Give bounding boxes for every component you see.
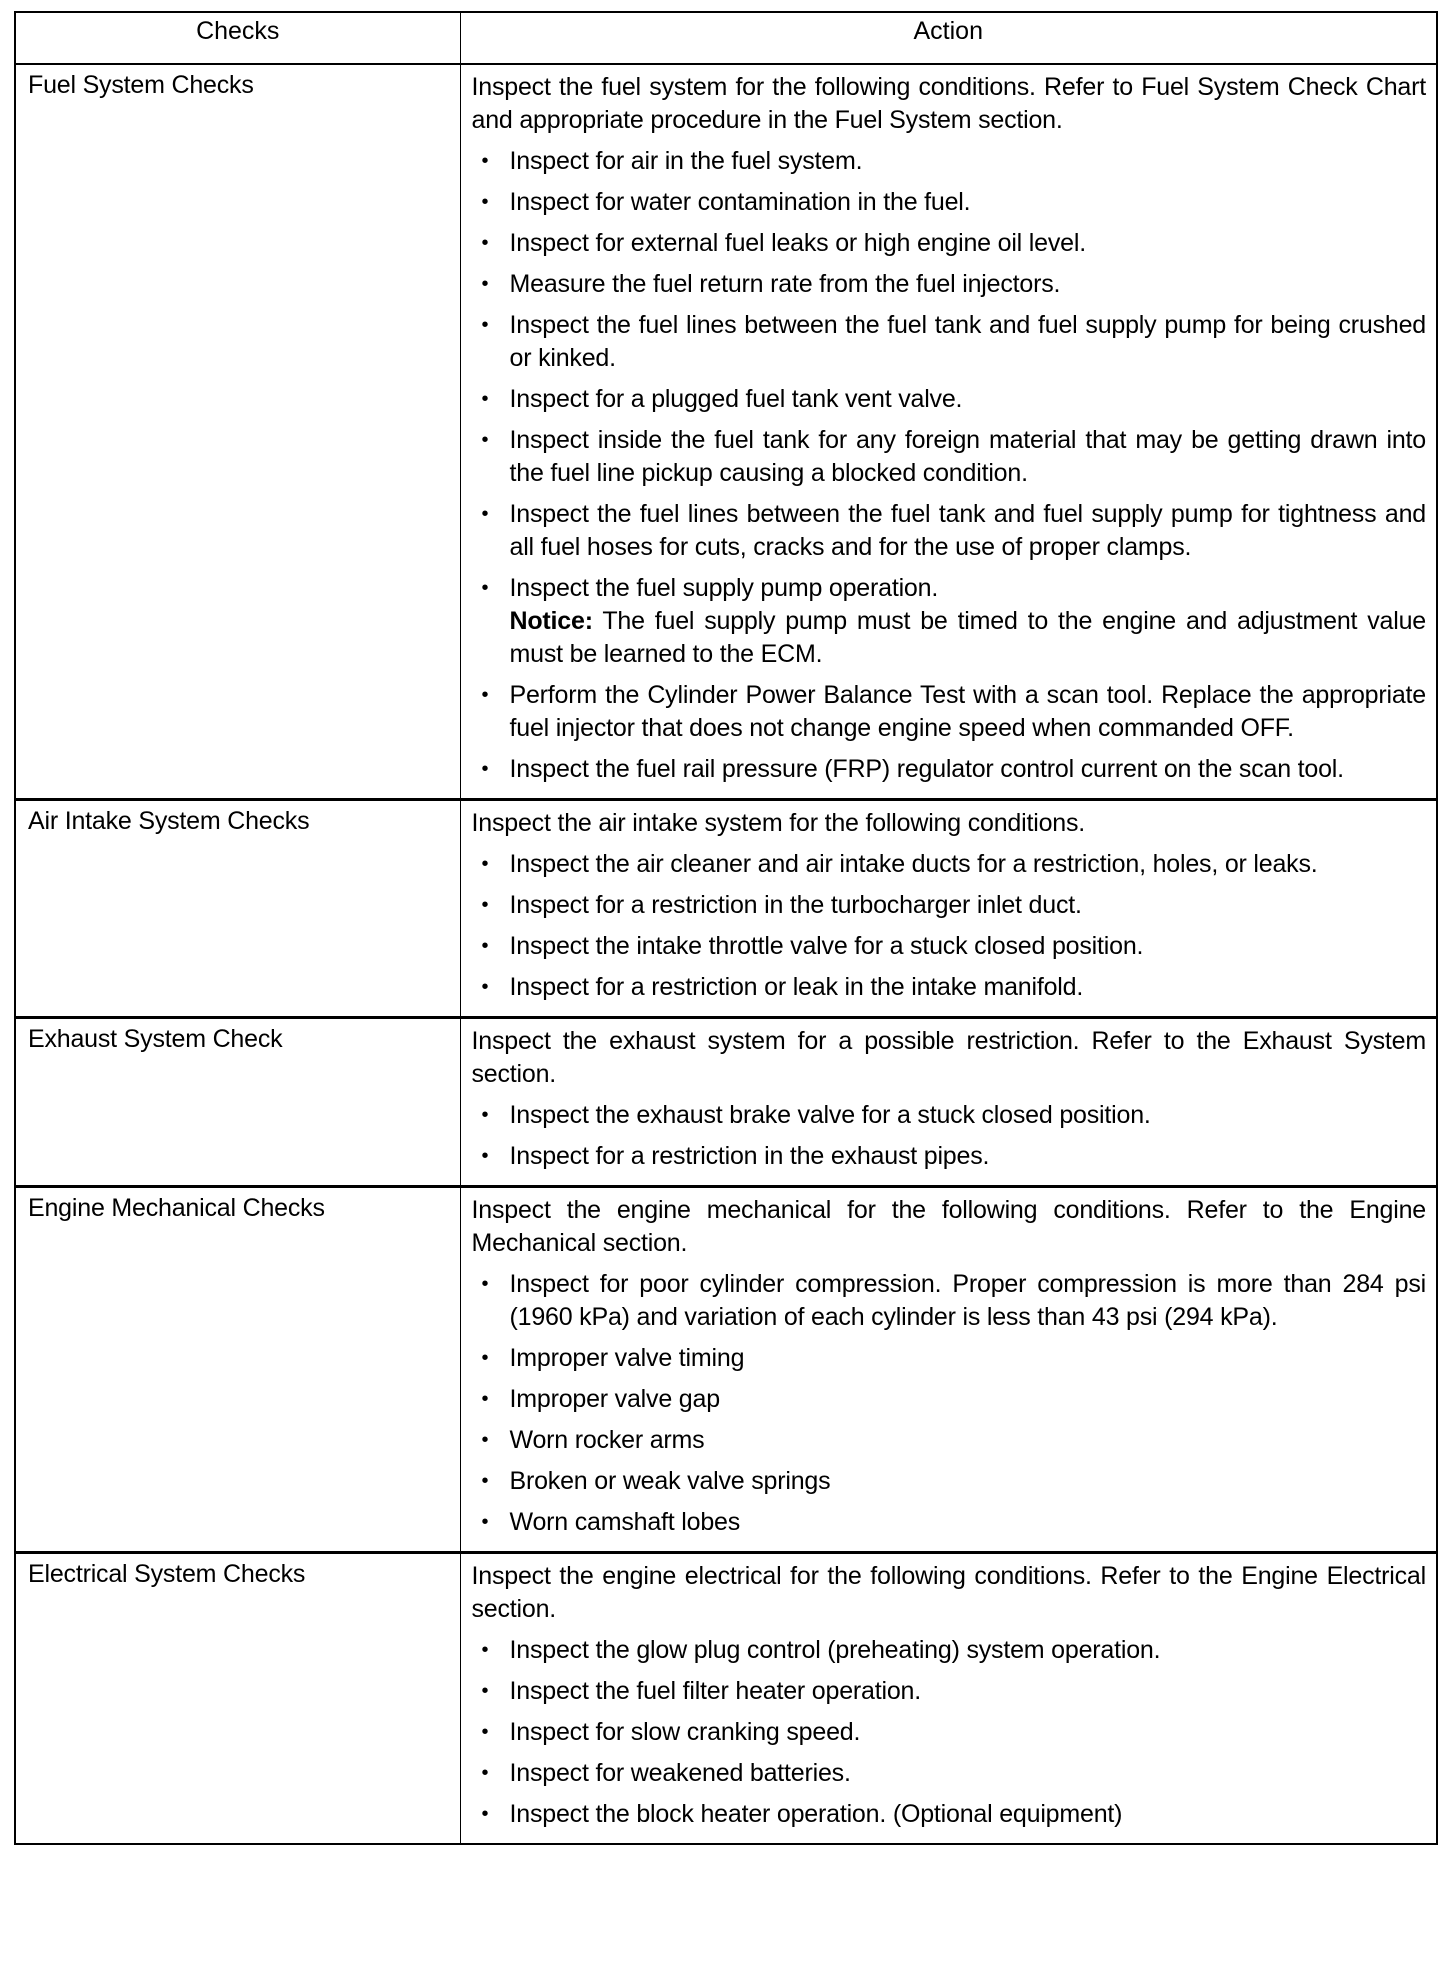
list-item-text: Broken or weak valve springs bbox=[509, 1467, 831, 1495]
bullet-icon: • bbox=[481, 935, 489, 957]
list-item bbox=[472, 1099, 1427, 1132]
bullet-icon: • bbox=[481, 1145, 489, 1167]
list-item-text: Inspect the block heater operation. (Optional equipment) bbox=[509, 1800, 1123, 1828]
table-body bbox=[15, 64, 1437, 1844]
list-item-text: Measure the fuel return rate from the fuel injectors. bbox=[509, 270, 1061, 298]
list-item bbox=[472, 145, 1427, 178]
action-cell bbox=[460, 64, 1437, 800]
list-item-text: Inspect for a restriction in the turbocharger inlet duct. bbox=[509, 891, 1082, 919]
list-item-text: Improper valve gap bbox=[509, 1385, 720, 1413]
action-cell bbox=[460, 1187, 1437, 1553]
bullet-icon: • bbox=[481, 1639, 489, 1661]
list-item bbox=[472, 1675, 1427, 1708]
list-item bbox=[472, 930, 1427, 963]
bullet-icon: • bbox=[481, 1273, 489, 1295]
list-item bbox=[472, 753, 1427, 786]
action-intro: Inspect the engine mechanical for the following conditions. Refer to the Engine Mechanical section. bbox=[471, 1196, 1426, 1257]
bullet-icon: • bbox=[481, 1680, 489, 1702]
list-item-text: Inspect the fuel filter heater operation. bbox=[509, 1677, 922, 1705]
table-row bbox=[15, 1018, 1437, 1187]
bullet-icon: • bbox=[481, 1347, 489, 1369]
list-item-text: Inspect for a restriction or leak in the intake manifold. bbox=[509, 973, 1084, 1001]
header-action: Action bbox=[460, 12, 1437, 64]
table-row bbox=[15, 800, 1437, 1018]
bullet-icon: • bbox=[481, 853, 489, 875]
action-list bbox=[472, 1268, 1427, 1539]
list-item bbox=[472, 309, 1427, 375]
action-cell bbox=[460, 1018, 1437, 1187]
list-item bbox=[472, 186, 1427, 219]
list-item-text: Inspect for a plugged fuel tank vent valve. bbox=[509, 385, 963, 413]
list-item-text: Inspect the intake throttle valve for a stuck closed position. bbox=[509, 932, 1144, 960]
list-item-text: Inspect for weakened batteries. bbox=[509, 1759, 851, 1787]
list-item-text: Perform the Cylinder Power Balance Test with a scan tool. Replace the appropriate fuel injector that does not change engine speed when commanded OFF. bbox=[509, 681, 1426, 742]
bullet-icon: • bbox=[481, 1721, 489, 1743]
action-list bbox=[472, 145, 1427, 786]
list-item-text: Inspect the air cleaner and air intake ducts for a restriction, holes, or leaks. bbox=[509, 850, 1318, 878]
action-intro: Inspect the air intake system for the following conditions. bbox=[471, 809, 1086, 837]
list-item bbox=[472, 498, 1427, 564]
list-item-text: Inspect for a restriction in the exhaust pipes. bbox=[509, 1142, 990, 1170]
list-item bbox=[472, 1506, 1427, 1539]
table-header-row bbox=[15, 12, 1437, 64]
bullet-icon: • bbox=[481, 150, 489, 172]
list-item-text: Inspect the fuel lines between the fuel tank and fuel supply pump for being crushed or kinked. bbox=[509, 311, 1426, 372]
list-item bbox=[472, 424, 1427, 490]
bullet-icon: • bbox=[481, 503, 489, 525]
list-item bbox=[472, 1465, 1427, 1498]
action-list bbox=[472, 848, 1427, 1004]
check-name-cell: Engine Mechanical Checks bbox=[15, 1187, 460, 1553]
list-item-text: Inspect the glow plug control (preheating) system operation. bbox=[509, 1636, 1161, 1664]
list-item bbox=[472, 1716, 1427, 1749]
bullet-icon: • bbox=[481, 1104, 489, 1126]
list-item-text: Improper valve timing bbox=[509, 1344, 745, 1372]
list-item bbox=[472, 971, 1427, 1004]
list-item bbox=[472, 1342, 1427, 1375]
action-list bbox=[472, 1634, 1427, 1831]
list-item-text: Worn rocker arms bbox=[509, 1426, 705, 1454]
list-item bbox=[472, 1757, 1427, 1790]
bullet-icon: • bbox=[481, 273, 489, 295]
list-item bbox=[472, 268, 1427, 301]
bullet-icon: • bbox=[481, 1429, 489, 1451]
list-item-text: Inspect for slow cranking speed. bbox=[509, 1718, 861, 1746]
list-item-text: Inspect the fuel supply pump operation. bbox=[509, 574, 939, 602]
bullet-icon: • bbox=[481, 976, 489, 998]
action-list bbox=[472, 1099, 1427, 1173]
bullet-icon: • bbox=[481, 1762, 489, 1784]
action-cell bbox=[460, 1553, 1437, 1845]
list-item bbox=[472, 889, 1427, 922]
list-item-text: Inspect for water contamination in the fuel. bbox=[509, 188, 971, 216]
notice-text: The fuel supply pump must be timed to the engine and adjustment value must be learned to the ECM. bbox=[509, 607, 1426, 668]
checks-action-table bbox=[14, 11, 1438, 1845]
action-intro: Inspect the engine electrical for the following conditions. Refer to the Engine Electrical section. bbox=[471, 1562, 1426, 1623]
list-item bbox=[472, 1383, 1427, 1416]
list-item bbox=[472, 1798, 1427, 1831]
action-cell bbox=[460, 800, 1437, 1018]
list-item bbox=[472, 383, 1427, 416]
list-item-text: Inspect the fuel lines between the fuel tank and fuel supply pump for tightness and all fuel hoses for cuts, cracks and for the use of proper clamps. bbox=[509, 500, 1426, 561]
bullet-icon: • bbox=[481, 429, 489, 451]
bullet-icon: • bbox=[481, 1388, 489, 1410]
bullet-icon: • bbox=[481, 684, 489, 706]
list-item bbox=[472, 1634, 1427, 1667]
list-item-text: Inspect the fuel rail pressure (FRP) regulator control current on the scan tool. bbox=[509, 755, 1344, 783]
list-item bbox=[472, 1424, 1427, 1457]
list-item-text: Inspect for external fuel leaks or high engine oil level. bbox=[509, 229, 1086, 257]
bullet-icon: • bbox=[481, 314, 489, 336]
list-item bbox=[472, 679, 1427, 745]
list-item bbox=[472, 227, 1427, 260]
check-name-cell: Exhaust System Check bbox=[15, 1018, 460, 1187]
bullet-icon: • bbox=[481, 388, 489, 410]
list-item-text: Inspect for poor cylinder compression. Proper compression is more than 284 psi (1960 kPa) and variation of each cylinder is less than 43 psi (294 kPa). bbox=[509, 1270, 1426, 1331]
list-item-text: Inspect the exhaust brake valve for a stuck closed position. bbox=[509, 1101, 1151, 1129]
list-item bbox=[472, 1268, 1427, 1334]
bullet-icon: • bbox=[481, 191, 489, 213]
action-intro: Inspect the fuel system for the following conditions. Refer to Fuel System Check Chart and appropriate procedure in the Fuel System section. bbox=[471, 73, 1426, 134]
bullet-icon: • bbox=[481, 1470, 489, 1492]
list-item-text: Worn camshaft lobes bbox=[509, 1508, 741, 1536]
bullet-icon: • bbox=[481, 1803, 489, 1825]
bullet-icon: • bbox=[481, 577, 489, 599]
list-item bbox=[472, 1140, 1427, 1173]
bullet-icon: • bbox=[481, 758, 489, 780]
check-name-cell: Fuel System Checks bbox=[15, 64, 460, 800]
list-item-text: Inspect inside the fuel tank for any foreign material that may be getting drawn into the fuel line pickup causing a blocked condition. bbox=[509, 426, 1426, 487]
list-item-text: Inspect for air in the fuel system. bbox=[509, 147, 863, 175]
bullet-icon: • bbox=[481, 894, 489, 916]
action-intro: Inspect the exhaust system for a possible restriction. Refer to the Exhaust System section. bbox=[471, 1027, 1426, 1088]
check-name-cell: Electrical System Checks bbox=[15, 1553, 460, 1845]
table-row bbox=[15, 64, 1437, 800]
bullet-icon: • bbox=[481, 232, 489, 254]
list-item bbox=[472, 572, 1427, 671]
header-checks: Checks bbox=[15, 12, 460, 64]
notice-label: Notice: bbox=[509, 607, 593, 635]
bullet-icon: • bbox=[481, 1511, 489, 1533]
table-row bbox=[15, 1187, 1437, 1553]
check-name-cell: Air Intake System Checks bbox=[15, 800, 460, 1018]
list-item bbox=[472, 848, 1427, 881]
table-row bbox=[15, 1553, 1437, 1845]
